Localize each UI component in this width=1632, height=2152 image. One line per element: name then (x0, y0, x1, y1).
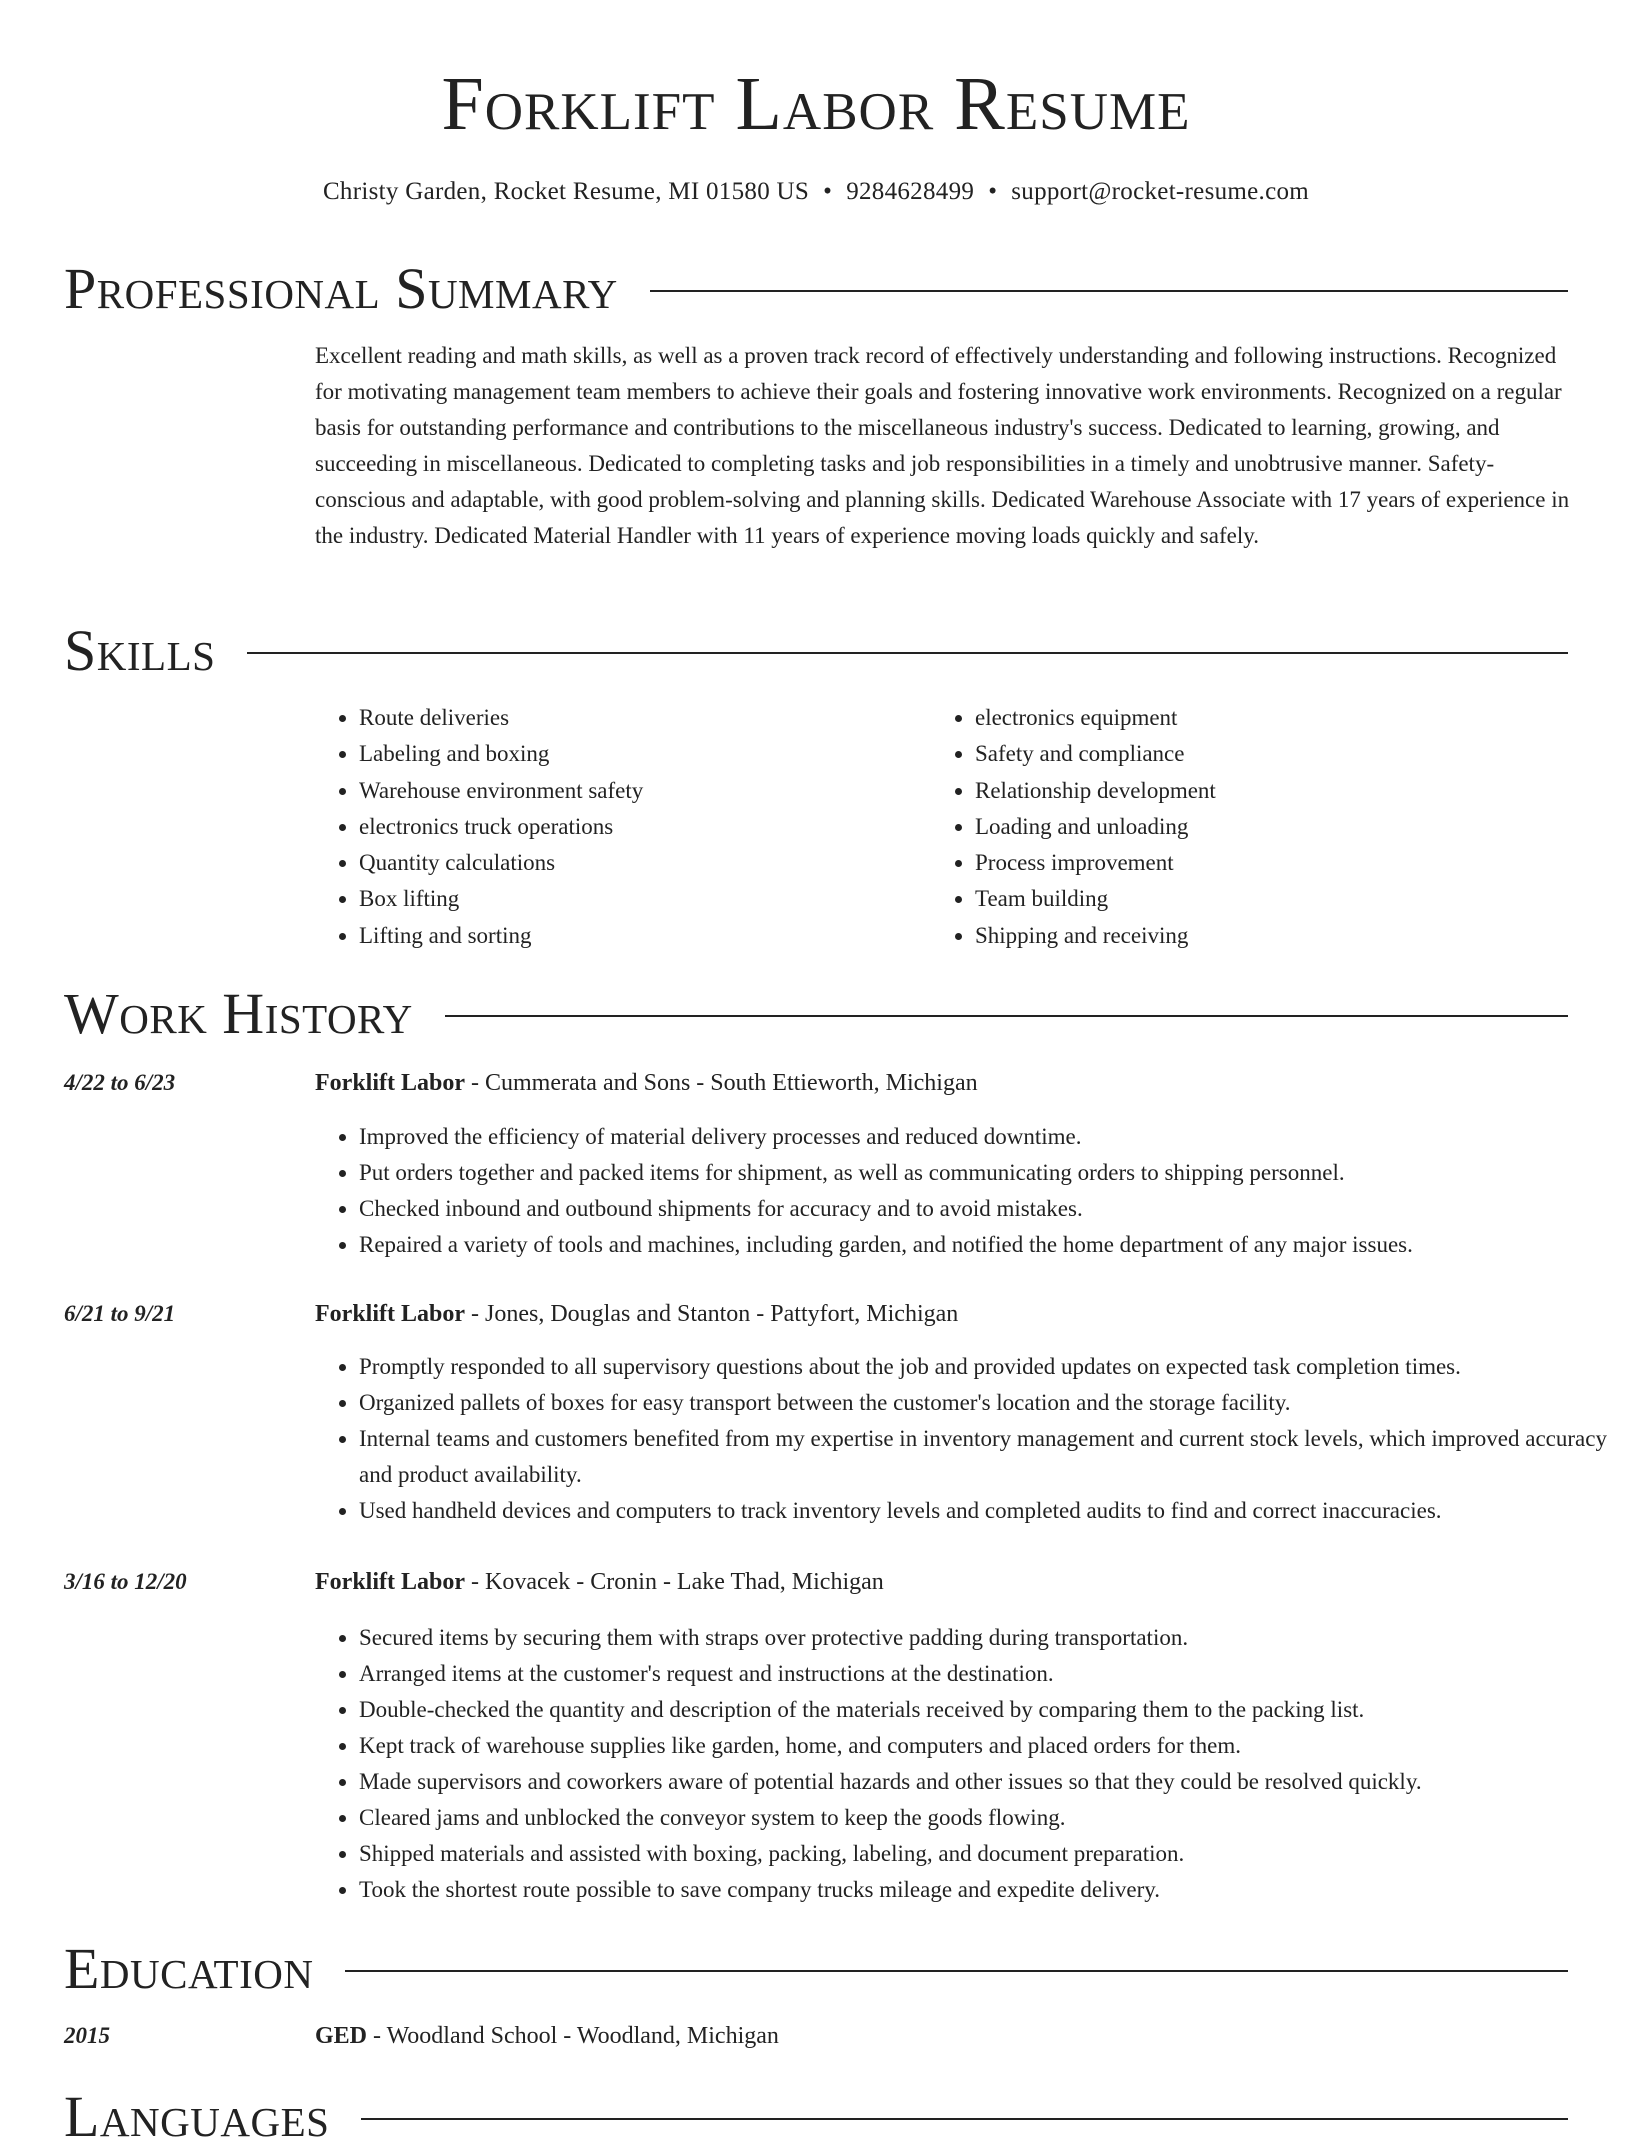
contact-separator: • (988, 178, 998, 205)
skills-heading: Skills (64, 618, 216, 683)
job-bullet: • Internal teams and customers benefited from my expertise in inventory management and current stock levels, which improved accuracy and product availability. (359, 1421, 1614, 1493)
section-divider (247, 652, 1568, 654)
contact-address: Christy Garden, Rocket Resume, MI 01580 US (322, 178, 810, 205)
job-dates: 6/21 to 9/21 (64, 1301, 176, 1326)
contact-line (0, 176, 1632, 208)
education-section-header (64, 1934, 1568, 2004)
section-divider (445, 1015, 1568, 1017)
education-school: - Woodland School - Woodland, Michigan (367, 2023, 779, 2049)
job-bullet: • Organized pallets of boxes for easy transport between the customer's location and the storage facility. (359, 1385, 1614, 1421)
section-divider (361, 2118, 1568, 2120)
section-divider (345, 1970, 1568, 1972)
job-dates: 4/22 to 6/23 (64, 1070, 176, 1095)
job-bullet: • Made supervisors and coworkers aware of potential hazards and other issues so that they could be resolved quickly. (359, 1764, 1614, 1800)
skill-item: • Team building (975, 881, 1555, 917)
education-heading: Education (64, 1936, 314, 2001)
contact-phone: 9284628499 (846, 178, 975, 205)
skill-item: • Loading and unloading (975, 809, 1555, 845)
job-employer: - Cummerata and Sons - South Ettieworth, Michigan (465, 1070, 978, 1096)
education-degree: GED (315, 2023, 368, 2049)
job-bullet: • Repaired a variety of tools and machines, including garden, and notified the home department of any major issues. (359, 1227, 1614, 1263)
job-role: Forklift Labor (315, 1070, 465, 1096)
job-title-line (315, 1566, 1570, 1598)
education-year: 2015 (64, 2023, 110, 2048)
section-divider (650, 290, 1568, 292)
contact-email: support@rocket-resume.com (1011, 178, 1310, 205)
job-bullet: • Double-checked the quantity and description of the materials received by comparing them to the packing list. (359, 1692, 1614, 1728)
job-bullet: • Kept track of warehouse supplies like garden, home, and computers and placed orders for them. (359, 1728, 1614, 1764)
skill-item: • Relationship development (975, 773, 1555, 809)
job-employer: - Jones, Douglas and Stanton - Pattyfort, Michigan (465, 1301, 959, 1327)
skill-item: • Process improvement (975, 845, 1555, 881)
skill-item: • Route deliveries (359, 700, 919, 736)
languages-heading: Languages (64, 2084, 330, 2149)
skill-item: • electronics equipment (975, 700, 1555, 736)
skill-item: • Lifting and sorting (359, 918, 919, 954)
skills-section-header (64, 616, 1568, 686)
skills-list-right (931, 700, 1555, 954)
job-bullet: • Improved the efficiency of material delivery processes and reduced downtime. (359, 1119, 1614, 1155)
summary-heading: Professional Summary (64, 256, 618, 321)
job-title-line (315, 1298, 1570, 1330)
job-bullet: • Put orders together and packed items for shipment, as well as communicating orders to shipping personnel. (359, 1155, 1614, 1191)
job-bullets (315, 1620, 1614, 1908)
job-title-line (315, 1067, 1570, 1099)
summary-section-header (64, 254, 1568, 324)
job-employer: - Kovacek - Cronin - Lake Thad, Michigan (465, 1569, 884, 1595)
skill-item: • Labeling and boxing (359, 736, 919, 772)
languages-section-header (64, 2082, 1568, 2152)
skill-item: • Quantity calculations (359, 845, 919, 881)
job-bullet: • Took the shortest route possible to save company trucks mileage and expedite delivery. (359, 1872, 1614, 1908)
work-heading: Work History (64, 981, 413, 1046)
job-bullet: • Arranged items at the customer's request and instructions at the destination. (359, 1656, 1614, 1692)
skill-item: • Shipping and receiving (975, 918, 1555, 954)
skill-item: • Warehouse environment safety (359, 773, 919, 809)
work-section-header (64, 979, 1568, 1049)
education-line (315, 2020, 1570, 2052)
summary-text: Excellent reading and math skills, as well as a proven track record of effectively understanding and following instructions. Recognized for motivating management team members to achieve their goals and fostering innovative work environments. Recognized on a regular basis for outstanding performance and contributions to the miscellaneous industry's success. Dedicated to learning, growing, and succeeding in miscellaneous. Dedicated to completing tasks and job responsibilities in a timely and unobtrusive manner. Safety-conscious and adaptable, with good problem-solving and planning skills. Dedicated Warehouse Associate with 17 years of experience in the industry. Dedicated Material Handler with 11 years of experience moving loads quickly and safely. (315, 343, 1570, 548)
job-role: Forklift Labor (315, 1301, 465, 1327)
contact-separator: • (823, 178, 833, 205)
resume-title: Forklift Labor Resume (441, 62, 1191, 146)
job-dates: 3/16 to 12/20 (64, 1569, 187, 1594)
skill-item: • electronics truck operations (359, 809, 919, 845)
job-bullet: • Checked inbound and outbound shipments for accuracy and to avoid mistakes. (359, 1191, 1614, 1227)
job-bullet: • Used handheld devices and computers to track inventory levels and completed audits to find and correct inaccuracies. (359, 1493, 1614, 1529)
job-role: Forklift Labor (315, 1569, 465, 1595)
job-bullet: • Promptly responded to all supervisory questions about the job and provided updates on expected task completion times. (359, 1349, 1614, 1385)
job-bullets (315, 1349, 1614, 1529)
skills-list-left (315, 700, 919, 954)
job-bullet: • Shipped materials and assisted with boxing, packing, labeling, and document preparation. (359, 1836, 1614, 1872)
job-bullet: • Cleared jams and unblocked the conveyor system to keep the goods flowing. (359, 1800, 1614, 1836)
skill-item: • Safety and compliance (975, 736, 1555, 772)
job-bullet: • Secured items by securing them with straps over protective padding during transportation. (359, 1620, 1614, 1656)
job-bullets (315, 1119, 1614, 1263)
skill-item: • Box lifting (359, 881, 919, 917)
